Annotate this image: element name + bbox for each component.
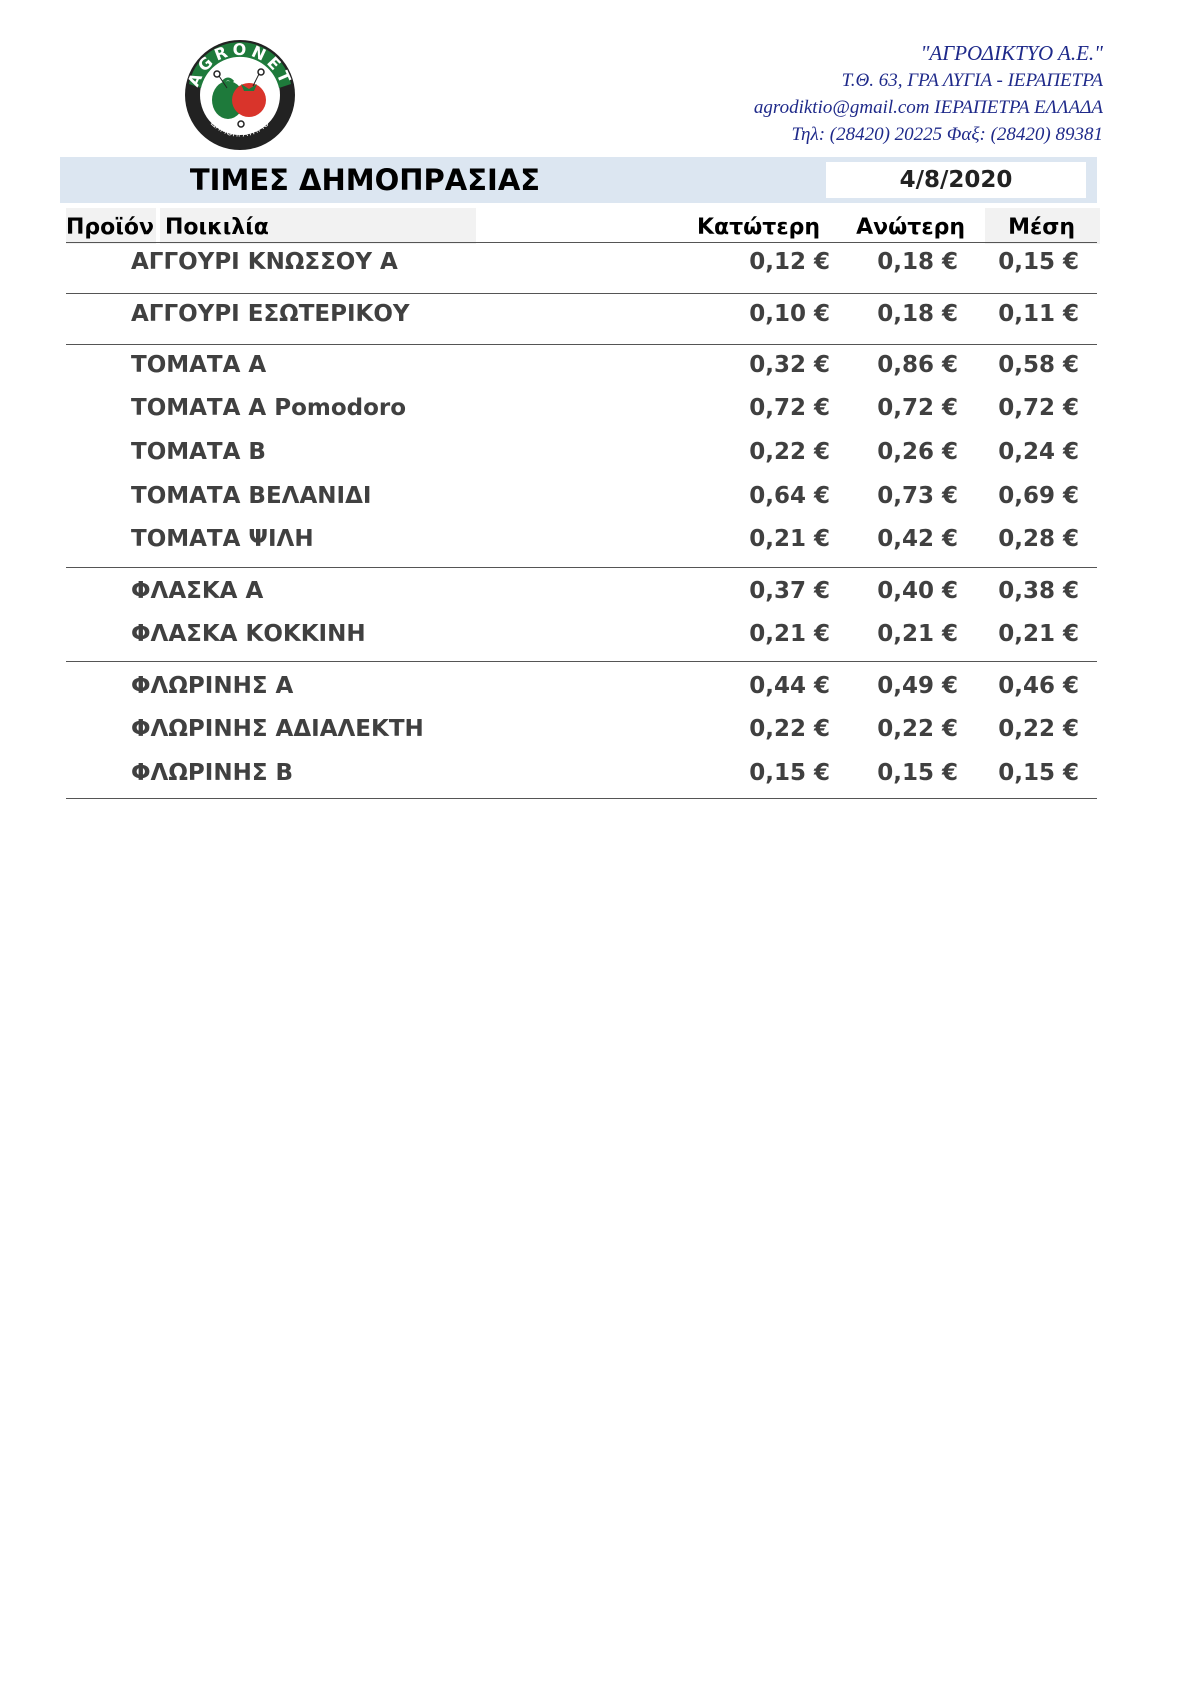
row-high-price: 0,86 €	[877, 352, 958, 378]
row-avg-price: 0,21 €	[998, 621, 1079, 647]
row-high-price: 0,21 €	[877, 621, 958, 647]
row-avg-price: 0,38 €	[998, 578, 1079, 604]
price-row	[0, 386, 1200, 430]
row-high-price: 0,15 €	[877, 760, 958, 786]
logo-brand-text: AGRONET	[183, 39, 297, 90]
row-avg-price: 0,24 €	[998, 439, 1079, 465]
price-row	[0, 569, 1200, 613]
header-avg: Μέση	[1008, 215, 1075, 240]
row-high-price: 0,22 €	[877, 716, 958, 742]
row-high-price: 0,18 €	[877, 301, 958, 327]
row-high-price: 0,18 €	[877, 249, 958, 275]
row-low-price: 0,32 €	[749, 352, 830, 378]
row-high-price: 0,49 €	[877, 673, 958, 699]
header-high: Ανώτερη	[856, 215, 965, 240]
row-avg-price: 0,69 €	[998, 483, 1079, 509]
row-high-price: 0,72 €	[877, 395, 958, 421]
logo-subtitle-text: ΔΗΜΟΠΡΑΤΗΡΙΟ	[209, 118, 271, 139]
row-low-price: 0,10 €	[749, 301, 830, 327]
company-email: agrodiktio@gmail.com ΙΕΡΑΠΕΤΡΑ ΕΛΛΑΔΑ	[753, 97, 1103, 118]
row-product-name: ΦΛΩΡΙΝΗΣ ΑΔΙΑΛΕΚΤΗ	[131, 716, 424, 742]
table-bottom-border	[66, 798, 1097, 799]
row-product-name: ΤΟΜΑΤΑ Α	[131, 352, 267, 378]
row-low-price: 0,21 €	[749, 526, 830, 552]
row-low-price: 0,37 €	[749, 578, 830, 604]
price-row	[0, 240, 1200, 284]
price-row	[0, 430, 1200, 474]
header-variety: Ποικιλία	[165, 215, 269, 240]
row-avg-price: 0,28 €	[998, 526, 1079, 552]
price-row	[0, 517, 1200, 561]
company-name: "ΑΓΡΟΔΙΚΤΥΟ Α.Ε."	[920, 41, 1103, 65]
price-row	[0, 751, 1200, 795]
row-high-price: 0,73 €	[877, 483, 958, 509]
row-product-name: ΤΟΜΑΤΑ Β	[131, 439, 266, 465]
row-avg-price: 0,46 €	[998, 673, 1079, 699]
row-low-price: 0,22 €	[749, 439, 830, 465]
price-row	[0, 292, 1200, 336]
row-low-price: 0,44 €	[749, 673, 830, 699]
row-low-price: 0,12 €	[749, 249, 830, 275]
row-product-name: ΑΓΓΟΥΡΙ ΚΝΩΣΣΟΥ Α	[131, 249, 398, 275]
row-low-price: 0,64 €	[749, 483, 830, 509]
price-row	[0, 664, 1200, 708]
header-product: Προϊόν	[66, 215, 154, 240]
group-divider	[66, 567, 1097, 568]
price-row	[0, 707, 1200, 751]
row-low-price: 0,22 €	[749, 716, 830, 742]
row-product-name: ΦΛΑΣΚΑ ΚΟΚΚΙΝΗ	[131, 621, 366, 647]
company-info	[754, 40, 1103, 148]
row-low-price: 0,21 €	[749, 621, 830, 647]
row-high-price: 0,40 €	[877, 578, 958, 604]
row-product-name: ΤΟΜΑΤΑ ΒΕΛΑΝΙΔΙ	[131, 483, 372, 509]
agronet-logo	[183, 38, 297, 152]
row-avg-price: 0,22 €	[998, 716, 1079, 742]
row-product-name: ΤΟΜΑΤΑ ΨΙΛΗ	[131, 526, 314, 552]
row-avg-price: 0,15 €	[998, 760, 1079, 786]
row-avg-price: 0,72 €	[998, 395, 1079, 421]
row-product-name: ΦΛΩΡΙΝΗΣ Β	[131, 760, 294, 786]
price-row	[0, 612, 1200, 656]
row-avg-price: 0,58 €	[998, 352, 1079, 378]
row-avg-price: 0,11 €	[998, 301, 1079, 327]
row-high-price: 0,42 €	[877, 526, 958, 552]
price-row	[0, 474, 1200, 518]
price-row	[0, 343, 1200, 387]
auction-date: 4/8/2020	[826, 162, 1086, 198]
row-low-price: 0,72 €	[749, 395, 830, 421]
row-product-name: ΤΟΜΑΤΑ Α Pomodoro	[131, 395, 407, 421]
company-address: Τ.Θ. 63, ΓΡΑ ΛΥΓΙΑ - ΙΕΡΑΠΕΤΡΑ	[841, 70, 1103, 91]
page-title: ΤΙΜΕΣ ΔΗΜΟΠΡΑΣΙΑΣ	[189, 163, 541, 197]
row-product-name: ΑΓΓΟΥΡΙ ΕΣΩΤΕΡΙΚΟΥ	[131, 301, 410, 327]
row-product-name: ΦΛΑΣΚΑ Α	[131, 578, 264, 604]
group-divider	[66, 661, 1097, 662]
row-product-name: ΦΛΩΡΙΝΗΣ Α	[131, 673, 294, 699]
header-low: Κατώτερη	[696, 215, 820, 240]
row-low-price: 0,15 €	[749, 760, 830, 786]
row-avg-price: 0,15 €	[998, 249, 1079, 275]
company-phone: Τηλ: (28420) 20225 Φαξ: (28420) 89381	[791, 124, 1103, 145]
row-high-price: 0,26 €	[877, 439, 958, 465]
